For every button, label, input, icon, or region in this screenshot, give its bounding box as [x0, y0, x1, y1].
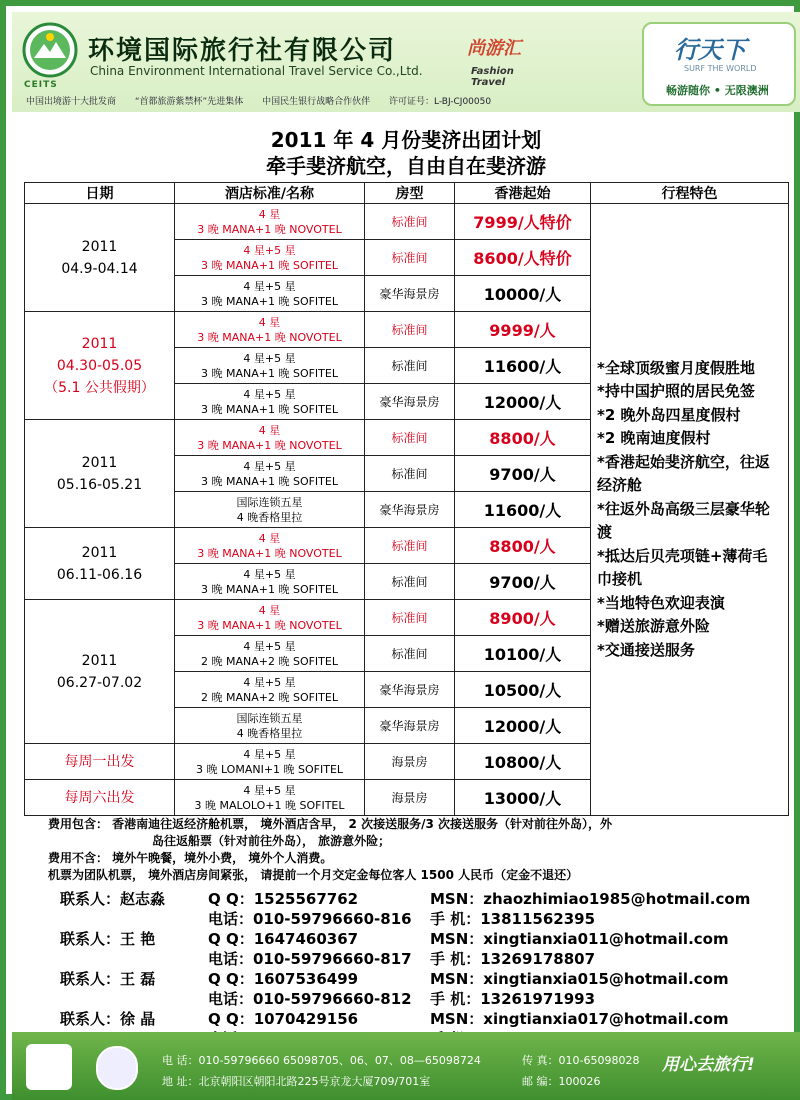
page-subtitle: 牵手斐济航空，自由自在斐济游	[266, 154, 546, 178]
room-type: 标准间	[365, 456, 455, 492]
departure-date-cell	[25, 780, 175, 816]
ticket-note: 机票为团队机票， 境外酒店房间紧张， 请提前一个月交定金每位客人 1500 人民币（定金不退还）	[48, 868, 579, 882]
contact-mobile: 手 机：13261971993	[430, 990, 596, 1008]
logo-text: CEITS	[24, 80, 58, 90]
fee-info	[48, 816, 788, 884]
table-row	[25, 204, 789, 240]
column-header: 香港起始	[455, 183, 591, 204]
hotel-cell	[175, 564, 365, 600]
hotel-standard: 4 星	[258, 207, 281, 221]
price: 8600/人特价	[455, 240, 591, 276]
contact-mobile: 手 机：13269178807	[430, 950, 596, 968]
hotel-name: 4 晚香格里拉	[236, 726, 303, 740]
brand-name-en: SURF THE WORLD	[684, 64, 757, 73]
price: 12000/人	[455, 384, 591, 420]
hotel-cell	[175, 420, 365, 456]
hotel-standard: 4 星+5 星	[243, 639, 296, 653]
price: 7999/人特价	[455, 204, 591, 240]
feature-item: *抵达后贝壳项链+薄荷毛巾接机	[597, 546, 768, 589]
hotel-name: 3 晚 MANA+1 晚 SOFITEL	[201, 366, 338, 380]
contact-row	[60, 908, 790, 928]
feature-item: *2 晚南迪度假村	[597, 429, 711, 448]
contact-row	[60, 888, 790, 908]
contact-name: 联系人：王 磊	[60, 970, 156, 988]
departure-date-cell	[25, 420, 175, 528]
hotel-cell	[175, 744, 365, 780]
contact-row	[60, 948, 790, 968]
footer-postcode: 邮 编：100026	[522, 1075, 601, 1088]
hotel-name: 3 晚 MANA+1 晚 NOVOTEL	[197, 222, 342, 236]
contact-qq: Q Q：1647460367	[208, 930, 359, 948]
departure-date-cell	[25, 204, 175, 312]
price: 8800/人	[455, 420, 591, 456]
hotel-cell	[175, 528, 365, 564]
hotel-name: 3 晚 MANA+1 晚 SOFITEL	[201, 582, 338, 596]
contact-row	[60, 968, 790, 988]
hotel-cell	[175, 348, 365, 384]
header-credentials	[26, 94, 507, 107]
fashion-travel-logo	[467, 32, 549, 88]
header-banner	[12, 12, 800, 112]
departure-date: 2011	[81, 544, 118, 561]
table-header-row	[25, 183, 789, 204]
departure-date: 04.30-05.05	[56, 357, 143, 374]
hotel-standard: 4 星+5 星	[243, 351, 296, 365]
fiji-logo-icon	[26, 1044, 72, 1090]
departure-date: 2011	[81, 335, 118, 352]
hotel-cell	[175, 456, 365, 492]
footer-bar	[12, 1032, 800, 1100]
room-type: 标准间	[365, 528, 455, 564]
hotel-standard: 4 星+5 星	[243, 675, 296, 689]
feature-item: *2 晚外岛四星度假村	[597, 405, 741, 424]
contact-row	[60, 1008, 790, 1028]
contact-msn: MSN：xingtianxia011@hotmail.com	[430, 930, 729, 948]
fee-included-cont: 岛往返船票（针对前往外岛）， 旅游意外险；	[152, 834, 391, 848]
hotel-standard: 4 星	[258, 603, 281, 617]
price: 8800/人	[455, 528, 591, 564]
room-type: 海景房	[365, 780, 455, 816]
contact-name: 联系人：徐 晶	[60, 1010, 156, 1028]
credential-text: “首都旅游紫禁杯”先进集体	[134, 97, 244, 107]
footer-phone: 电 话：010-59796660 65098705、06、07、08—65098724	[162, 1054, 481, 1067]
hotel-cell	[175, 672, 365, 708]
feature-item: *交通接送服务	[597, 640, 695, 659]
contact-msn: MSN：xingtianxia017@hotmail.com	[430, 1010, 729, 1028]
feature-item: *往返外岛高级三层豪华轮渡	[597, 499, 770, 542]
feature-item: *全球顶级蜜月度假胜地	[597, 358, 755, 377]
page-title: 2011 年 4 月份斐济出团计划	[270, 128, 542, 152]
price: 8900/人	[455, 600, 591, 636]
itinerary-features	[591, 204, 789, 816]
hotel-standard: 国际连锁五星	[236, 711, 303, 725]
fee-excluded: 费用不含： 境外午晚餐，境外小费， 境外个人消费。	[48, 851, 333, 865]
hotel-cell	[175, 384, 365, 420]
contact-name: 联系人：赵志淼	[60, 890, 166, 908]
footer-address: 地 址：北京朝阳区朝阳北路225号京龙大厦709/701室	[162, 1075, 431, 1088]
fashion-travel-en: Fashion Travel	[471, 66, 514, 88]
hotel-cell	[175, 312, 365, 348]
room-type: 标准间	[365, 312, 455, 348]
table-body	[25, 204, 789, 816]
price: 9999/人	[455, 312, 591, 348]
hotel-cell	[175, 492, 365, 528]
hotel-name: 3 晚 MANA+1 晚 NOVOTEL	[197, 546, 342, 560]
price: 10800/人	[455, 744, 591, 780]
column-header: 酒店标准/名称	[175, 183, 365, 204]
price: 12000/人	[455, 708, 591, 744]
departure-date: 06.11-06.16	[56, 566, 143, 583]
feature-item: *当地特色欢迎表演	[597, 593, 725, 612]
ceits-logo-icon	[22, 22, 78, 78]
room-type: 标准间	[365, 204, 455, 240]
departure-date: 2011	[81, 238, 118, 255]
footer-slogan: 用心去旅行!	[662, 1055, 755, 1075]
departure-date: 每周一出发	[64, 753, 135, 770]
room-type: 标准间	[365, 564, 455, 600]
hotel-name: 3 晚 MANA+1 晚 SOFITEL	[201, 294, 338, 308]
hotel-name: 4 晚香格里拉	[236, 510, 303, 524]
hotel-standard: 4 星+5 星	[243, 279, 296, 293]
hotel-cell	[175, 780, 365, 816]
company-name-cn: 环境国际旅行社有限公司	[88, 36, 397, 66]
price: 9700/人	[455, 456, 591, 492]
hotel-standard: 4 星	[258, 531, 281, 545]
room-type: 标准间	[365, 636, 455, 672]
hotel-cell	[175, 276, 365, 312]
hotel-standard: 4 星+5 星	[243, 567, 296, 581]
room-type: 豪华海景房	[365, 708, 455, 744]
departure-date: 05.16-05.21	[56, 476, 143, 493]
column-header: 行程特色	[591, 183, 789, 204]
feature-item: *赠送旅游意外险	[597, 617, 710, 636]
contact-qq: Q Q：1607536499	[208, 970, 359, 988]
company-name-en: China Environment International Travel Service Co.,Ltd.	[90, 64, 423, 78]
hotel-cell	[175, 204, 365, 240]
departure-date: 每周六出发	[64, 789, 135, 806]
footer-fax: 传 真：010-65098028	[522, 1054, 640, 1067]
room-type: 豪华海景房	[365, 384, 455, 420]
contact-phone: 电话：010-59796660-812	[208, 990, 412, 1008]
fee-included: 费用包含： 香港南迪往返经济舱机票， 境外酒店含早， 2 次接送服务/3 次接送服务（针对前往外岛），外	[48, 817, 612, 831]
feature-item: *持中国护照的居民免签	[597, 382, 755, 401]
room-type: 豪华海景房	[365, 672, 455, 708]
feature-item: *香港起始斐济航空，往返经济舱	[597, 452, 770, 495]
brand-name-cn: 行天下	[674, 36, 746, 64]
room-type: 豪华海景房	[365, 492, 455, 528]
hotel-name: 3 晚 LOMANI+1 晚 SOFITEL	[195, 762, 344, 776]
departure-date: 04.9-04.14	[61, 260, 138, 277]
hotel-name: 3 晚 MANA+1 晚 SOFITEL	[201, 474, 338, 488]
hotel-standard: 4 星+5 星	[243, 783, 296, 797]
room-type: 标准间	[365, 600, 455, 636]
hotel-cell	[175, 600, 365, 636]
fashion-travel-cn: 尚游汇	[467, 38, 521, 59]
hotel-standard: 4 星	[258, 423, 281, 437]
room-type: 标准间	[365, 240, 455, 276]
departure-date-cell	[25, 528, 175, 600]
departure-date: 06.27-07.02	[56, 674, 143, 691]
hotel-standard: 4 星+5 星	[243, 243, 296, 257]
room-type: 海景房	[365, 744, 455, 780]
brand-slogan: 畅游随你 • 无限澳洲	[666, 84, 769, 97]
contact-phone: 电话：010-59796660-816	[208, 910, 412, 928]
hotel-standard: 4 星	[258, 315, 281, 329]
price: 10500/人	[455, 672, 591, 708]
contact-row	[60, 928, 790, 948]
hotel-name: 3 晚 MANA+1 晚 SOFITEL	[201, 258, 338, 272]
price: 13000/人	[455, 780, 591, 816]
tour-schedule-table	[24, 182, 789, 816]
hotel-name: 3 晚 MANA+1 晚 NOVOTEL	[197, 438, 342, 452]
hotel-name: 3 晚 MANA+1 晚 SOFITEL	[201, 402, 338, 416]
hotel-cell	[175, 240, 365, 276]
credential-text: 中国民生银行战略合作伙伴	[262, 97, 371, 107]
column-header: 日期	[25, 183, 175, 204]
price: 10000/人	[455, 276, 591, 312]
contact-qq: Q Q：1525567762	[208, 890, 359, 908]
room-type: 标准间	[365, 348, 455, 384]
contact-phone: 电话：010-59796660-817	[208, 950, 412, 968]
hotel-name: 3 晚 MANA+1 晚 NOVOTEL	[197, 330, 342, 344]
departure-date: （5.1 公共假期）	[44, 379, 155, 396]
contact-row	[60, 988, 790, 1008]
column-header: 房型	[365, 183, 455, 204]
surf-the-world-logo	[642, 22, 796, 106]
price: 11600/人	[455, 348, 591, 384]
hotel-name: 2 晚 MANA+2 晚 SOFITEL	[201, 690, 338, 704]
contact-qq: Q Q：1070429156	[208, 1010, 359, 1028]
hotel-name: 2 晚 MANA+2 晚 SOFITEL	[201, 654, 338, 668]
room-type: 豪华海景房	[365, 276, 455, 312]
hotel-standard: 国际连锁五星	[236, 495, 303, 509]
departure-date-cell	[25, 312, 175, 420]
hotel-name: 3 晚 MANA+1 晚 NOVOTEL	[197, 618, 342, 632]
contact-msn: MSN：xingtianxia015@hotmail.com	[430, 970, 729, 988]
hotel-cell	[175, 708, 365, 744]
departure-date-cell	[25, 600, 175, 744]
contact-name: 联系人：王 艳	[60, 930, 156, 948]
license-number: 许可证号：L-BJ-CJ00050	[388, 97, 492, 107]
hotel-name: 3 晚 MALOLO+1 晚 SOFITEL	[194, 798, 345, 812]
hotel-standard: 4 星+5 星	[243, 747, 296, 761]
contact-mobile: 手 机：13811562395	[430, 910, 596, 928]
price: 11600/人	[455, 492, 591, 528]
hotel-cell	[175, 636, 365, 672]
price: 9700/人	[455, 564, 591, 600]
credential-text: 中国出境游十大批发商	[26, 97, 117, 107]
departure-date-cell	[25, 744, 175, 780]
departure-date: 2011	[81, 652, 118, 669]
departure-date: 2011	[81, 454, 118, 471]
contact-msn: MSN：zhaozhimiao1985@hotmail.com	[430, 890, 751, 908]
price: 10100/人	[455, 636, 591, 672]
partner-logo-icon	[96, 1046, 138, 1090]
hotel-standard: 4 星+5 星	[243, 387, 296, 401]
room-type: 标准间	[365, 420, 455, 456]
contact-list	[60, 888, 790, 1048]
hotel-standard: 4 星+5 星	[243, 459, 296, 473]
